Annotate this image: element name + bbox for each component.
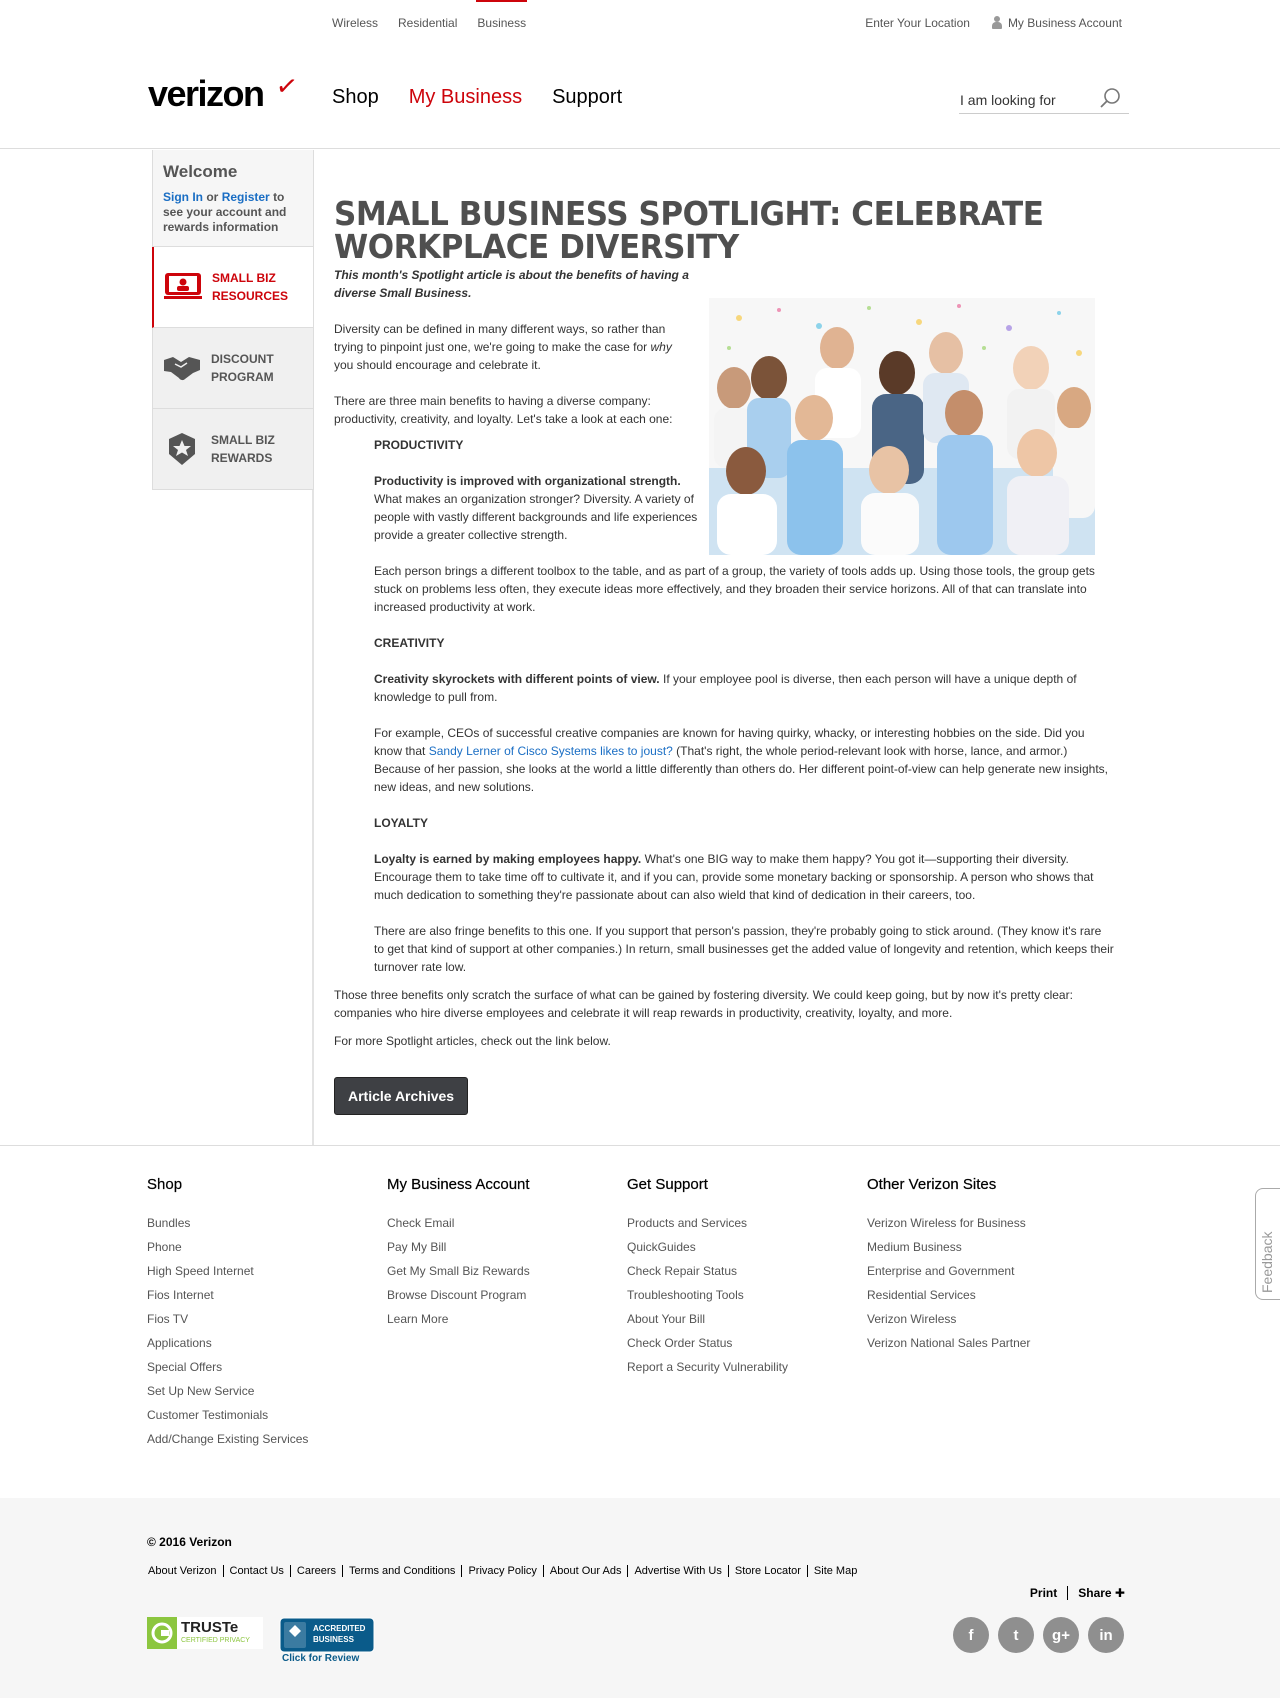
- article-paragraph: [334, 320, 694, 374]
- bbb-line: ACCREDITED: [313, 1624, 366, 1633]
- print-share-divider: [1067, 1586, 1068, 1600]
- linkedin-icon[interactable]: in: [1088, 1617, 1124, 1653]
- intro-text: This month's Spotlight article is about the benefits of having a diverse Small Business: [334, 268, 689, 300]
- footer-link[interactable]: Residential Services: [867, 1288, 976, 1302]
- p1-text-end: you should encourage and celebrate it.: [334, 358, 541, 372]
- legal-links: [147, 1565, 863, 1577]
- copyright: © 2016 Verizon: [147, 1535, 232, 1549]
- loyalty-text: What's one BIG way to make them happy? You got it—supporting their diversity. Encourage them to take time off to cultivate it, and if you can, provide some monetary backing or sponsorship. A person who shows that much dedication to something they're passionate about can also wield that kind of dedication in their careers, too.: [374, 852, 1094, 902]
- heading-productivity: PRODUCTIVITY: [374, 438, 464, 452]
- site-header: [0, 45, 1280, 149]
- footer-link[interactable]: Check Order Status: [627, 1336, 733, 1350]
- bbb-accredited: [313, 1623, 365, 1645]
- more-articles-text: For more Spotlight articles, check out the link below.: [334, 1034, 611, 1048]
- footer-link[interactable]: Troubleshooting Tools: [627, 1288, 744, 1302]
- truste-text: TRUSTe: [181, 1619, 239, 1636]
- verizon-check-icon: ✓: [274, 69, 300, 103]
- register-link[interactable]: Register: [221, 190, 270, 204]
- productivity-text: What makes an organization stronger? Diversity. A variety of people with vastly different backgrounds and life experiences provide a greater collective strength.: [374, 492, 698, 542]
- footer-col-title: Shop: [147, 1176, 183, 1193]
- utility-nav-business[interactable]: Business: [477, 16, 527, 30]
- twitter-icon[interactable]: t: [998, 1617, 1034, 1653]
- footer-link[interactable]: Products and Services: [627, 1216, 748, 1230]
- p1-text: Diversity can be defined in many different ways, so rather than trying to pinpoint just one, we're going to make the case for: [334, 322, 666, 354]
- handshake-icon: [163, 349, 201, 387]
- bbb-line: BUSINESS: [313, 1635, 354, 1644]
- welcome-rest: to see your account and rewards information: [163, 190, 287, 234]
- footer-link[interactable]: Applications: [147, 1336, 212, 1350]
- footer-link[interactable]: Customer Testimonials: [147, 1408, 269, 1422]
- sidebar-item-small-biz-rewards[interactable]: [152, 409, 314, 490]
- footer-link[interactable]: Verizon Wireless for Business: [867, 1216, 1026, 1230]
- welcome-text: [163, 190, 303, 235]
- sidebar-label-line: REWARDS: [211, 451, 273, 465]
- my-business-account-link[interactable]: [992, 16, 1122, 30]
- productivity-paragraph: [374, 472, 704, 544]
- footer-link[interactable]: High Speed Internet: [147, 1264, 254, 1278]
- footer-col-support: [627, 1176, 857, 1379]
- nav-support[interactable]: Support: [552, 86, 623, 108]
- sandy-lerner-link[interactable]: Sandy Lerner of Cisco Systems likes to joust?: [428, 744, 673, 758]
- article-intro: This month's Spotlight article is about the benefits of having a diverse Small Business.: [334, 268, 689, 300]
- p1-emphasis: why: [650, 340, 672, 354]
- bbb-review-text: Click for Review: [282, 1653, 360, 1664]
- footer-col-shop: [147, 1176, 377, 1451]
- footer-col-title: Other Verizon Sites: [867, 1176, 997, 1193]
- truste-subtext: CERTIFIED PRIVACY: [181, 1637, 250, 1644]
- footer-link[interactable]: Set Up New Service: [147, 1384, 255, 1398]
- sign-in-link[interactable]: Sign In: [163, 190, 203, 204]
- my-business-account-label: My Business Account: [1007, 16, 1122, 30]
- sidebar-item-label: [212, 269, 288, 305]
- legal-link[interactable]: Store Locator: [728, 1565, 807, 1577]
- sidebar-label-line: DISCOUNT: [211, 352, 274, 366]
- footer-link[interactable]: Bundles: [147, 1216, 191, 1230]
- loyalty-bold: Loyalty is earned by making employees happy.: [374, 852, 642, 866]
- sidebar-label-line: SMALL BIZ: [211, 433, 275, 447]
- footer-link[interactable]: Browse Discount Program: [387, 1288, 527, 1302]
- legal-link[interactable]: About Our Ads: [543, 1565, 628, 1577]
- footer-link[interactable]: Special Offers: [147, 1360, 223, 1374]
- sidebar-item-discount-program[interactable]: [152, 328, 314, 409]
- creativity-text-2a: For example, CEOs of successful creative companies are known for having quirky, whacky, or interesting hobbies on the side. Did you know that: [374, 726, 1085, 758]
- footer-link[interactable]: QuickGuides: [627, 1240, 696, 1254]
- footer-link[interactable]: Medium Business: [867, 1240, 962, 1254]
- welcome-title: Welcome: [163, 162, 238, 181]
- truste-badge[interactable]: [147, 1617, 263, 1649]
- creativity-bold: Creativity skyrockets with different points of view.: [374, 672, 660, 686]
- footer-link[interactable]: Fios Internet: [147, 1288, 214, 1302]
- footer-link[interactable]: Check Email: [387, 1216, 455, 1230]
- bbb-badge[interactable]: [279, 1617, 375, 1667]
- share-link[interactable]: Share ✚: [1078, 1586, 1125, 1600]
- footer-link[interactable]: Report a Security Vulnerability: [627, 1360, 788, 1374]
- footer-link[interactable]: Pay My Bill: [387, 1240, 447, 1254]
- loyalty-paragraph-2: There are also fringe benefits to this one. If you support that person's passion, they're probably going to stick around. (They know it's rare to get that kind of support at other companies.) In return, small businesses get the added value of longevity and retention, which keeps their turnover rate low.: [374, 924, 1114, 974]
- sidebar-item-label: [211, 431, 275, 467]
- footer-link[interactable]: About Your Bill: [627, 1312, 706, 1326]
- creativity-paragraph-2: [374, 724, 1114, 796]
- article-paragraph: There are three main benefits to having a diverse company: productivity, creativity, and loyalty. Let's take a look at each one:: [334, 394, 673, 426]
- legal-link[interactable]: Contact Us: [223, 1565, 290, 1577]
- heading-creativity: CREATIVITY: [374, 636, 445, 650]
- print-share: [1030, 1586, 1125, 1600]
- footer-link[interactable]: Get My Small Biz Rewards: [387, 1264, 530, 1278]
- social-links: [953, 1617, 1124, 1653]
- creativity-text-2b: (That's right, the whole period-relevant look with horse, lance, and armor.) Because of her passion, she looks at the world a little differently than others do. Her different point-of-view can help generate new insights, new ideas, and new solutions.: [374, 744, 1108, 794]
- sidebar-item-label: [211, 350, 274, 386]
- footer-link[interactable]: Phone: [147, 1240, 182, 1254]
- legal-link[interactable]: Site Map: [807, 1565, 863, 1577]
- productivity-paragraph-2: Each person brings a different toolbox to the table, and as part of a group, the variety of tools adds up. Using those tools, the group gets stuck on problems less often, they execute ideas more effectively, and they broaden their service horizons. All of that can translate into increased productivity at work.: [374, 564, 1095, 614]
- utility-nav-residential[interactable]: Residential: [398, 16, 458, 30]
- legal-link[interactable]: Terms and Conditions: [342, 1565, 461, 1577]
- feedback-tab[interactable]: [1255, 1188, 1280, 1300]
- legal-link[interactable]: Privacy Policy: [461, 1565, 542, 1577]
- google-plus-icon[interactable]: g+: [1043, 1617, 1079, 1653]
- article: [334, 194, 1114, 1115]
- utility-right: [865, 16, 1122, 30]
- facebook-icon[interactable]: f: [953, 1617, 989, 1653]
- search-input[interactable]: [959, 87, 1129, 114]
- footer-link[interactable]: Verizon National Sales Partner: [867, 1336, 1031, 1350]
- welcome-or: or: [206, 190, 219, 204]
- legal-link[interactable]: About Verizon: [148, 1565, 217, 1577]
- footer-col-account: [387, 1176, 617, 1331]
- enter-location-link[interactable]: Enter Your Location: [865, 16, 970, 30]
- welcome-box: [152, 150, 314, 247]
- user-icon: [992, 16, 1002, 29]
- sidebar-label-line: PROGRAM: [211, 370, 274, 384]
- closing-paragraph: Those three benefits only scratch the surface of what can be gained by fostering diversity. We could keep going, but by now it's pretty clear: companies who hire diverse employees and celebrate it will reap rewards in productivity, creativity, loyalty, and more.: [334, 988, 1073, 1020]
- sidebar-label-line: SMALL BIZ: [212, 271, 276, 285]
- article-title: SMALL BUSINESS SPOTLIGHT: CELEBRATE WORKPLACE DIVERSITY: [334, 194, 1044, 266]
- footer-col-title: My Business Account: [387, 1176, 530, 1193]
- footer-link[interactable]: Verizon Wireless: [867, 1312, 957, 1326]
- article-archives-button[interactable]: Article Archives: [334, 1077, 468, 1115]
- resources-icon: [164, 268, 202, 306]
- nav-my-business[interactable]: My Business: [408, 86, 523, 108]
- footer-link[interactable]: Check Repair Status: [627, 1264, 738, 1278]
- legal-link[interactable]: Advertise With Us: [627, 1565, 727, 1577]
- footer-col-title: Get Support: [627, 1176, 708, 1193]
- nav-shop[interactable]: Shop: [332, 86, 379, 108]
- sidebar-label-line: RESOURCES: [212, 289, 289, 303]
- creativity-paragraph: [374, 670, 1114, 706]
- bottom-bar: [0, 1498, 1280, 1698]
- legal-link[interactable]: Careers: [290, 1565, 342, 1577]
- footer-link[interactable]: Add/Change Existing Services: [147, 1432, 309, 1446]
- site-footer: [0, 1145, 1280, 1498]
- utility-nav-wireless[interactable]: Wireless: [332, 16, 379, 30]
- print-link[interactable]: Print: [1029, 1586, 1058, 1600]
- main-nav: [332, 86, 622, 109]
- loyalty-paragraph: [374, 850, 1114, 904]
- heading-loyalty: LOYALTY: [374, 816, 429, 830]
- search-icon[interactable]: [1099, 87, 1121, 109]
- rewards-star-icon: [163, 430, 201, 468]
- utility-nav: [332, 16, 526, 30]
- productivity-bold: Productivity is improved with organizational strength.: [374, 474, 681, 488]
- footer-link[interactable]: Fios TV: [147, 1312, 189, 1326]
- footer-col-other-sites: [867, 1176, 1097, 1355]
- footer-link[interactable]: Learn More: [387, 1312, 449, 1326]
- verizon-logo[interactable]: verizon: [148, 73, 264, 114]
- sidebar-item-small-biz-resources[interactable]: [152, 247, 314, 328]
- people: [714, 327, 1095, 555]
- creativity-text: If your employee pool is diverse, then each person will have a unique depth of knowledge to pull from.: [374, 672, 1077, 704]
- utility-bar: [0, 0, 1280, 45]
- footer-link[interactable]: Enterprise and Government: [867, 1264, 1015, 1278]
- search-placeholder: I am looking for: [960, 92, 1056, 108]
- feedback-label: Feedback: [1259, 1231, 1275, 1293]
- sidebar: [152, 150, 314, 490]
- diverse-team-photo: [709, 298, 1095, 555]
